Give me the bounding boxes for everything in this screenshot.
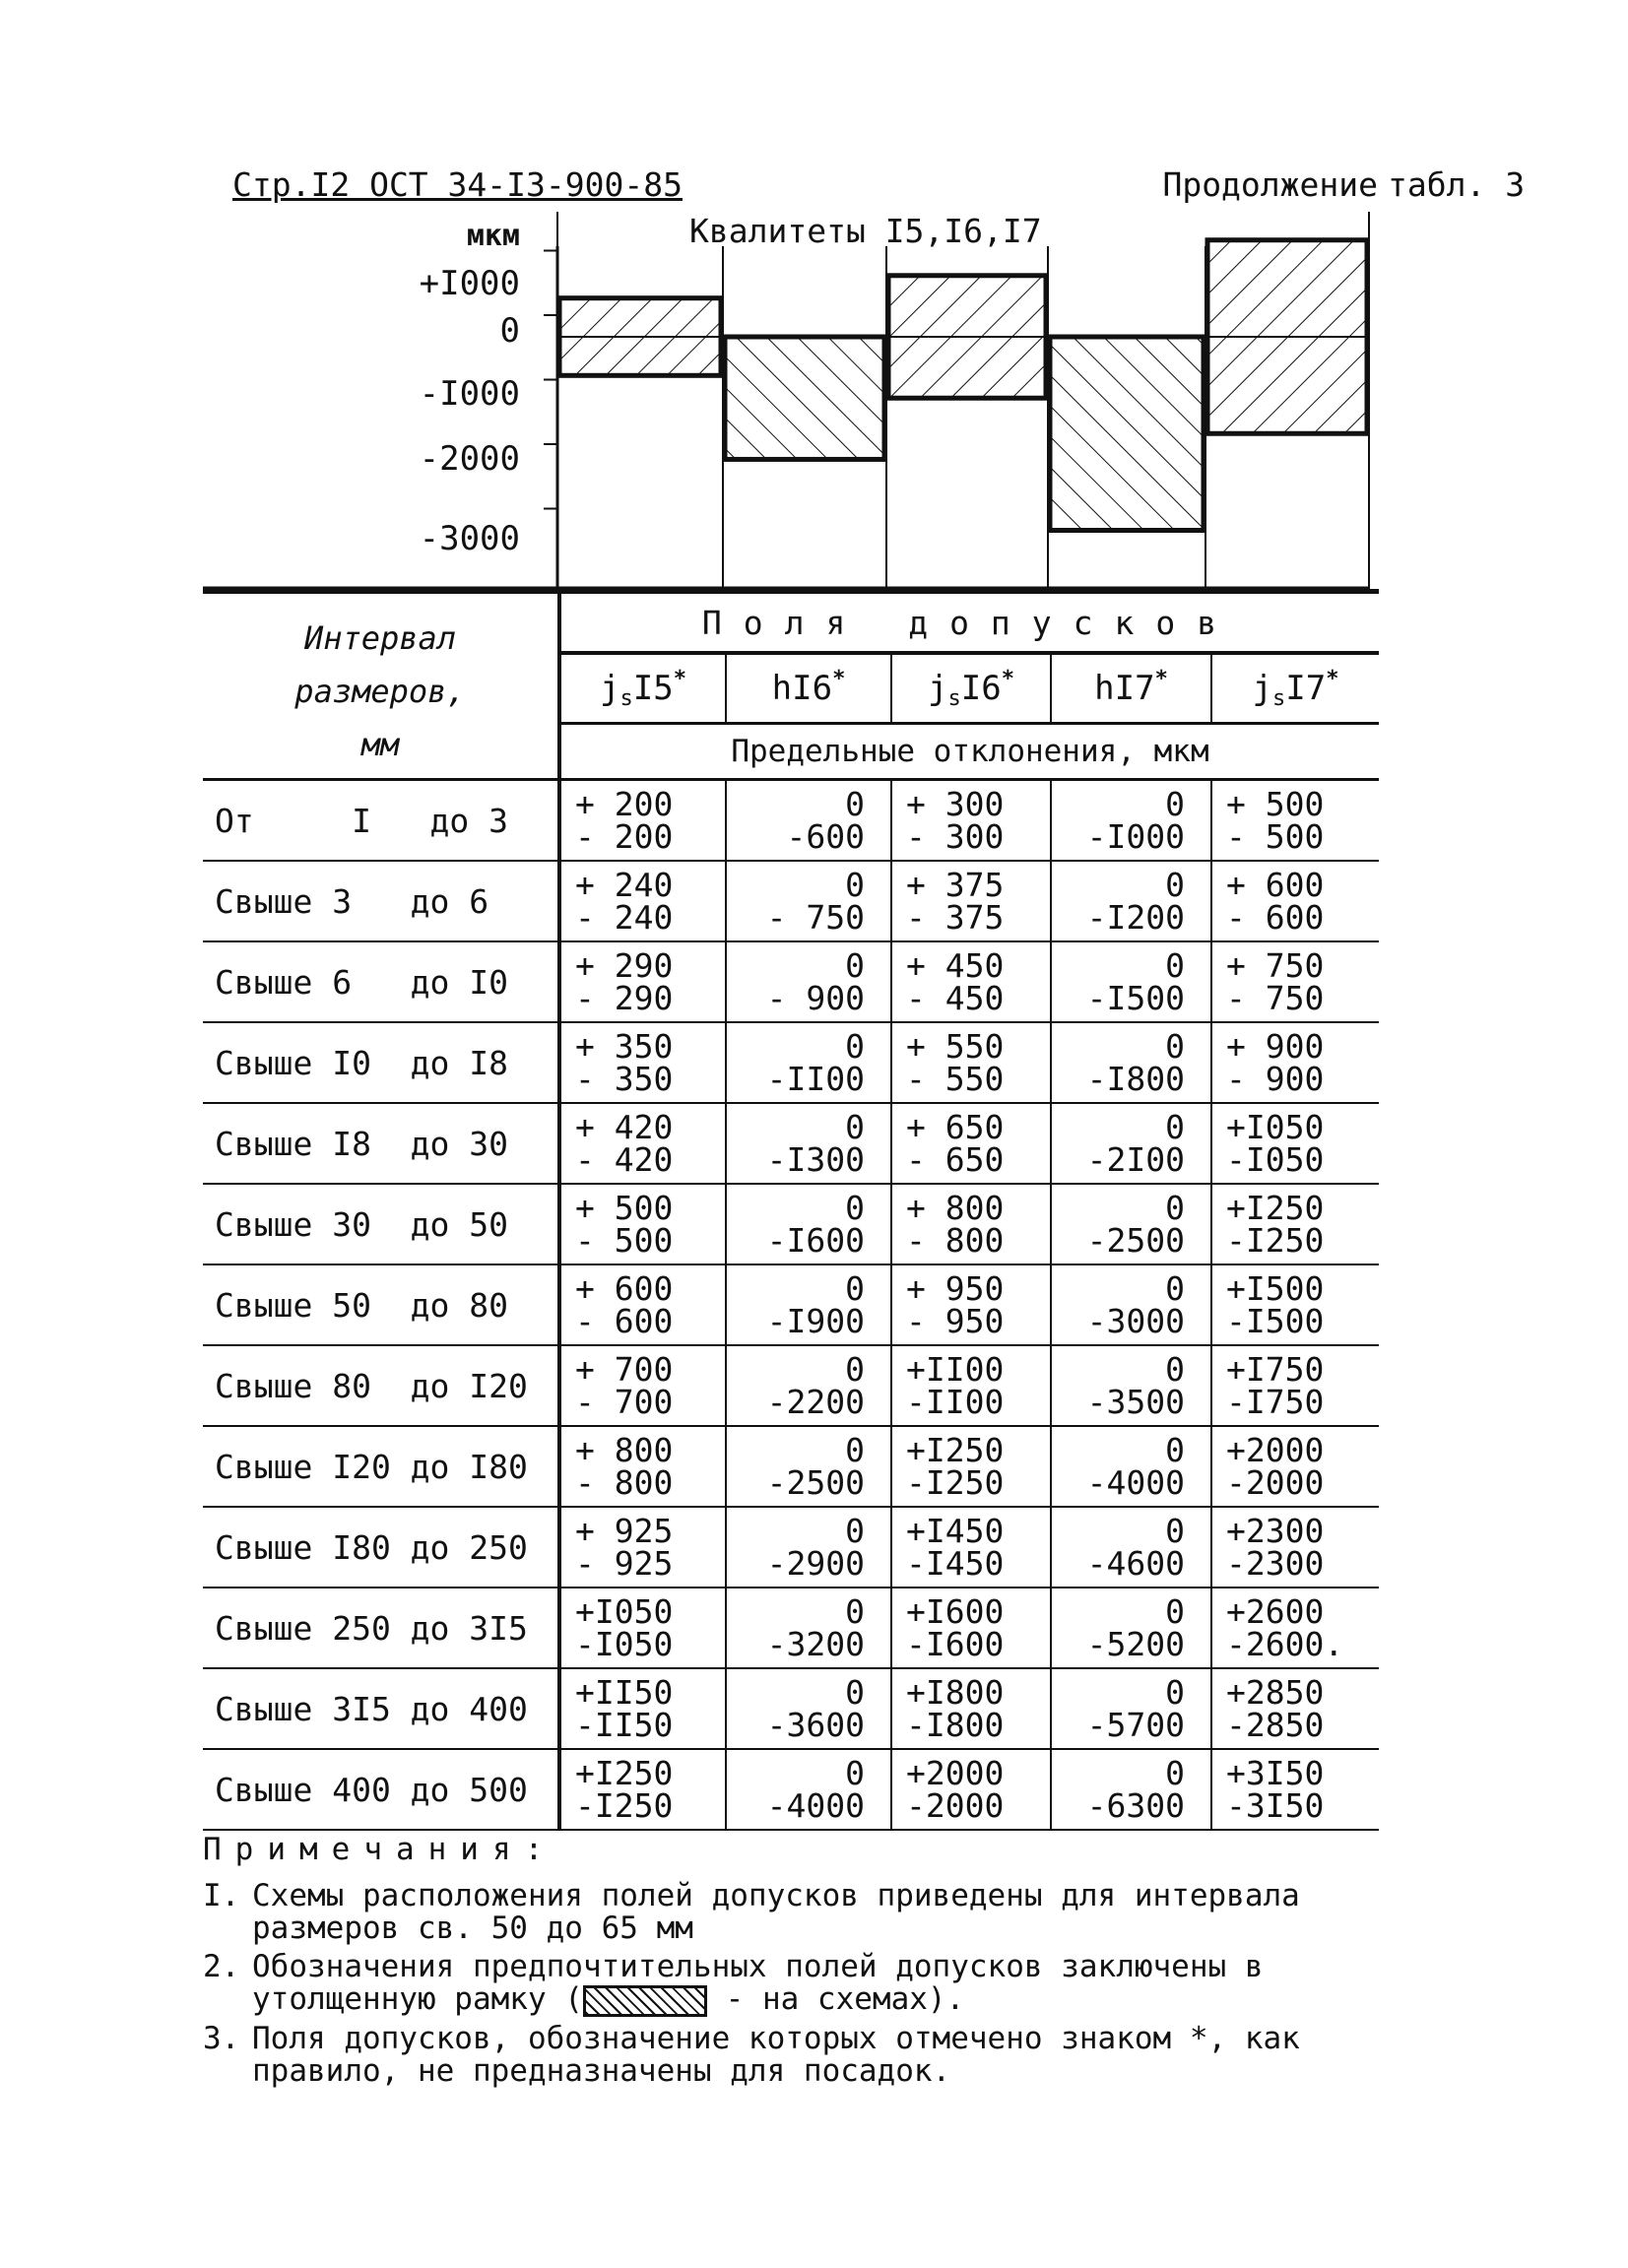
lower-deviation: -I200 xyxy=(1086,898,1185,937)
schema-unit-label: мкм xyxy=(466,219,520,253)
lower-deviation: -600 xyxy=(786,817,865,856)
lower-deviation: -2I00 xyxy=(1086,1140,1185,1179)
deviation-cell xyxy=(1051,1588,1211,1668)
deviation-cell xyxy=(1051,1022,1211,1103)
upper-deviation: + 900 xyxy=(1226,1027,1325,1066)
interval-cell: Свыше 30 до 50 xyxy=(203,1184,559,1264)
deviation-cell xyxy=(726,1507,891,1588)
upper-deviation: 0 xyxy=(1165,1269,1185,1308)
interval-header-line: мм xyxy=(360,726,400,763)
interval-cell: Свыше 80 до I20 xyxy=(203,1345,559,1426)
deviation-cell xyxy=(1051,1103,1211,1184)
upper-deviation: 0 xyxy=(1165,1512,1185,1550)
lower-deviation: - 240 xyxy=(575,898,674,937)
upper-deviation: +2000 xyxy=(1226,1431,1325,1469)
lower-deviation: -I050 xyxy=(575,1625,674,1663)
upper-deviation: + 420 xyxy=(575,1108,674,1146)
upper-deviation: 0 xyxy=(1165,1592,1185,1631)
note-item xyxy=(203,1951,1414,2017)
lower-deviation: -I050 xyxy=(1226,1140,1325,1179)
deviation-cell xyxy=(1211,1749,1379,1830)
interval-header-line: Интервал xyxy=(303,619,457,657)
upper-deviation: + 450 xyxy=(906,946,1005,985)
upper-deviation: 0 xyxy=(845,1108,865,1146)
upper-deviation: 0 xyxy=(845,1592,865,1631)
upper-deviation: 0 xyxy=(1165,1108,1185,1146)
lower-deviation: - 375 xyxy=(906,898,1005,937)
upper-deviation: +2850 xyxy=(1226,1673,1325,1712)
interval-header xyxy=(203,592,559,780)
upper-deviation: + 800 xyxy=(575,1431,674,1469)
upper-deviation: +2300 xyxy=(1226,1512,1325,1550)
deviation-cell xyxy=(1051,780,1211,862)
upper-deviation: + 700 xyxy=(575,1350,674,1389)
continuation-label: Продолжение xyxy=(1162,165,1378,204)
notes-title: Примечания: xyxy=(203,1832,557,1867)
interval-cell: Свыше 250 до 3I5 xyxy=(203,1588,559,1668)
deviation-cell xyxy=(891,1668,1051,1749)
interval-cell: Свыше 3I5 до 400 xyxy=(203,1668,559,1749)
deviation-cell xyxy=(726,1022,891,1103)
deviation-cell xyxy=(1211,1588,1379,1668)
deviation-cell xyxy=(891,1749,1051,1830)
upper-deviation: + 290 xyxy=(575,946,674,985)
lower-deviation: -I500 xyxy=(1086,979,1185,1017)
upper-deviation: 0 xyxy=(1165,785,1185,823)
upper-deviation: 0 xyxy=(845,946,865,985)
deviation-cell xyxy=(1051,1264,1211,1345)
table-reference: табл. 3 xyxy=(1388,165,1526,204)
upper-deviation: + 375 xyxy=(906,866,1005,904)
schema-y-label: -2000 xyxy=(419,439,520,479)
lower-deviation: -2600. xyxy=(1226,1625,1344,1663)
upper-deviation: +I050 xyxy=(1226,1108,1325,1146)
lower-deviation: -I600 xyxy=(766,1221,865,1260)
interval-cell: Свыше 400 до 500 xyxy=(203,1749,559,1830)
deviation-cell xyxy=(891,1264,1051,1345)
table-row xyxy=(203,1022,1379,1103)
deviation-cell xyxy=(726,941,891,1022)
upper-deviation: 0 xyxy=(845,1027,865,1066)
deviation-cell xyxy=(559,1426,726,1507)
note-text-before: Обозначения предпочтительных полей допусков заключены в утолщенную рамку ( xyxy=(252,1949,1264,2017)
note-item xyxy=(203,2020,1414,2089)
deviation-cell xyxy=(1051,1184,1211,1264)
lower-deviation: -I300 xyxy=(766,1140,865,1179)
deviation-cell xyxy=(559,1668,726,1749)
note-item xyxy=(203,1880,1414,1945)
field-base: j xyxy=(928,668,948,708)
lower-deviation: - 500 xyxy=(1226,817,1325,856)
upper-deviation: +2600 xyxy=(1226,1592,1325,1631)
note-text: Схемы расположения полей допусков приведены для интервала размеров св. 50 до 65 мм xyxy=(252,1878,1300,1946)
deviation-cell xyxy=(1051,1668,1211,1749)
deviation-cell xyxy=(726,1103,891,1184)
page-header-left: Стр.I2 ОСТ 34-I3-900-85 xyxy=(232,165,683,204)
interval-cell: Свыше I20 до I80 xyxy=(203,1426,559,1507)
lower-deviation: - 700 xyxy=(575,1383,674,1421)
upper-deviation: 0 xyxy=(1165,1027,1185,1066)
note-text-after: - на схемах). xyxy=(706,1981,965,2017)
field-sub: s xyxy=(1272,685,1286,711)
deviation-cell xyxy=(1211,1668,1379,1749)
lower-deviation: -3500 xyxy=(1086,1383,1185,1421)
lower-deviation: -I250 xyxy=(1226,1221,1325,1260)
lower-deviation: - 500 xyxy=(575,1221,674,1260)
lower-deviation: -2300 xyxy=(1226,1544,1325,1583)
table-row xyxy=(203,1668,1379,1749)
note-number: 2. xyxy=(203,1949,240,1984)
upper-deviation: 0 xyxy=(1165,1431,1185,1469)
deviation-cell xyxy=(1211,1507,1379,1588)
upper-deviation: +2000 xyxy=(906,1754,1005,1792)
upper-deviation: + 200 xyxy=(575,785,674,823)
lower-deviation: - 350 xyxy=(575,1060,674,1098)
upper-deviation: + 950 xyxy=(906,1269,1005,1308)
deviation-cell xyxy=(1051,1426,1211,1507)
lower-deviation: - 290 xyxy=(575,979,674,1017)
lower-deviation: -3200 xyxy=(766,1625,865,1663)
lower-deviation: - 600 xyxy=(575,1302,674,1340)
schema-bands xyxy=(557,240,1369,589)
field-code: I6 xyxy=(960,668,1002,708)
field-code: I7 xyxy=(1285,668,1327,708)
tolerance-field-header xyxy=(891,653,1051,724)
deviation-cell xyxy=(559,1749,726,1830)
interval-cell: От I до 3 xyxy=(203,780,559,862)
upper-deviation: + 300 xyxy=(906,785,1005,823)
lower-deviation: -5700 xyxy=(1086,1706,1185,1744)
deviation-cell xyxy=(559,1507,726,1588)
deviation-cell xyxy=(726,1749,891,1830)
deviation-cell xyxy=(1211,1184,1379,1264)
note-number: 3. xyxy=(203,2020,240,2056)
lower-deviation: -2200 xyxy=(766,1383,865,1421)
upper-deviation: +I050 xyxy=(575,1592,674,1631)
upper-deviation: 0 xyxy=(845,1431,865,1469)
upper-deviation: 0 xyxy=(845,1269,865,1308)
preferred-frame-icon xyxy=(583,1985,707,2017)
upper-deviation: + 350 xyxy=(575,1027,674,1066)
field-sub: s xyxy=(619,685,633,711)
lower-deviation: -5200 xyxy=(1086,1625,1185,1663)
lower-deviation: - 800 xyxy=(906,1221,1005,1260)
lower-deviation: -I250 xyxy=(575,1786,674,1825)
lower-deviation: -4000 xyxy=(766,1786,865,1825)
lower-deviation: -I600 xyxy=(906,1625,1005,1663)
upper-deviation: + 750 xyxy=(1226,946,1325,985)
interval-cell: Свыше I80 до 250 xyxy=(203,1507,559,1588)
tolerance-fields-header: Поля допусков xyxy=(559,592,1379,654)
tolerance-table xyxy=(203,589,1379,1831)
lower-deviation: -I800 xyxy=(1086,1060,1185,1098)
deviation-cell xyxy=(1211,861,1379,941)
lower-deviation: - 600 xyxy=(1226,898,1325,937)
table-row xyxy=(203,1184,1379,1264)
tolerance-field-header xyxy=(1211,653,1379,724)
upper-deviation: + 600 xyxy=(575,1269,674,1308)
lower-deviation: -I750 xyxy=(1226,1383,1325,1421)
table-row xyxy=(203,941,1379,1022)
deviation-cell xyxy=(726,1426,891,1507)
deviation-cell xyxy=(1211,1264,1379,1345)
lower-deviation: - 800 xyxy=(575,1463,674,1502)
upper-deviation: 0 xyxy=(845,1754,865,1792)
lower-deviation: -2500 xyxy=(766,1463,865,1502)
lower-deviation: -I450 xyxy=(906,1544,1005,1583)
tolerance-field-header xyxy=(559,653,726,724)
interval-cell: Свыше 3 до 6 xyxy=(203,861,559,941)
upper-deviation: 0 xyxy=(845,866,865,904)
tolerance-band xyxy=(725,337,884,459)
upper-deviation: +II00 xyxy=(906,1350,1005,1389)
lower-deviation: - 420 xyxy=(575,1140,674,1179)
upper-deviation: +I800 xyxy=(906,1673,1005,1712)
deviation-cell xyxy=(891,1345,1051,1426)
table-row xyxy=(203,1103,1379,1184)
table-row xyxy=(203,1345,1379,1426)
upper-deviation: + 240 xyxy=(575,866,674,904)
notes xyxy=(203,1834,1414,2094)
upper-deviation: + 500 xyxy=(575,1189,674,1227)
upper-deviation: 0 xyxy=(1165,1189,1185,1227)
interval-cell: Свыше 50 до 80 xyxy=(203,1264,559,1345)
interval-cell: Свыше 6 до I0 xyxy=(203,941,559,1022)
note-number: I. xyxy=(203,1878,240,1913)
deviation-cell xyxy=(559,1103,726,1184)
deviation-cell xyxy=(1051,941,1211,1022)
table-row xyxy=(203,861,1379,941)
table-row xyxy=(203,1749,1379,1830)
upper-deviation: +I250 xyxy=(575,1754,674,1792)
deviation-cell xyxy=(1211,780,1379,862)
deviation-cell xyxy=(559,1184,726,1264)
upper-deviation: +II50 xyxy=(575,1673,674,1712)
upper-deviation: + 800 xyxy=(906,1189,1005,1227)
deviation-cell xyxy=(1211,1103,1379,1184)
lower-deviation: - 925 xyxy=(575,1544,674,1583)
schema-title: Квалитеты I5,I6,I7 xyxy=(689,212,1042,250)
deviation-cell xyxy=(726,1264,891,1345)
deviation-cell xyxy=(891,1588,1051,1668)
field-code: I7 xyxy=(1114,668,1155,708)
lower-deviation: - 750 xyxy=(1226,979,1325,1017)
field-mark: * xyxy=(673,666,686,691)
lower-deviation: -4000 xyxy=(1086,1463,1185,1502)
lower-deviation: -I500 xyxy=(1226,1302,1325,1340)
lower-deviation: -II50 xyxy=(575,1706,674,1744)
interval-cell: Свыше I8 до 30 xyxy=(203,1103,559,1184)
upper-deviation: + 500 xyxy=(1226,785,1325,823)
table-row xyxy=(203,1426,1379,1507)
deviation-cell xyxy=(891,1184,1051,1264)
lower-deviation: -2000 xyxy=(1226,1463,1325,1502)
deviation-cell xyxy=(1051,1749,1211,1830)
field-base: j xyxy=(600,668,620,708)
deviation-cell xyxy=(726,780,891,862)
deviation-cell xyxy=(726,1668,891,1749)
deviation-cell xyxy=(891,1022,1051,1103)
lower-deviation: - 900 xyxy=(1226,1060,1325,1098)
schema-y-label: -I000 xyxy=(419,374,520,414)
tolerance-band xyxy=(1050,337,1204,531)
note-text xyxy=(252,1951,1414,2017)
field-mark: * xyxy=(1326,666,1339,691)
interval-header-line: размеров, xyxy=(294,673,466,710)
upper-deviation: 0 xyxy=(845,1673,865,1712)
upper-deviation: +I500 xyxy=(1226,1269,1325,1308)
table-row xyxy=(203,1507,1379,1588)
table-row xyxy=(203,1264,1379,1345)
upper-deviation: + 650 xyxy=(906,1108,1005,1146)
deviation-cell xyxy=(891,1507,1051,1588)
field-base: h xyxy=(771,668,793,708)
lower-deviation: -2850 xyxy=(1226,1706,1325,1744)
upper-deviation: +I250 xyxy=(906,1431,1005,1469)
upper-deviation: 0 xyxy=(1165,1754,1185,1792)
lower-deviation: -6300 xyxy=(1086,1786,1185,1825)
lower-deviation: -4600 xyxy=(1086,1544,1185,1583)
field-mark: * xyxy=(1154,666,1168,691)
upper-deviation: 0 xyxy=(845,1189,865,1227)
lower-deviation: -I800 xyxy=(906,1706,1005,1744)
deviation-cell xyxy=(1211,941,1379,1022)
lower-deviation: -II00 xyxy=(766,1060,865,1098)
lower-deviation: -3000 xyxy=(1086,1302,1185,1340)
upper-deviation: 0 xyxy=(845,1350,865,1389)
deviation-cell xyxy=(559,1022,726,1103)
lower-deviation: - 550 xyxy=(906,1060,1005,1098)
lower-deviation: -I900 xyxy=(766,1302,865,1340)
deviation-cell xyxy=(726,1184,891,1264)
upper-deviation: 0 xyxy=(845,1512,865,1550)
field-code: I6 xyxy=(792,668,833,708)
lower-deviation: - 900 xyxy=(766,979,865,1017)
upper-deviation: + 925 xyxy=(575,1512,674,1550)
schema-y-label: -3000 xyxy=(419,519,520,558)
lower-deviation: - 650 xyxy=(906,1140,1005,1179)
interval-cell: Свыше I0 до I8 xyxy=(203,1022,559,1103)
lower-deviation: - 300 xyxy=(906,817,1005,856)
lower-deviation: - 200 xyxy=(575,817,674,856)
lower-deviation: -2900 xyxy=(766,1544,865,1583)
tolerance-field-schema xyxy=(0,0,1628,591)
lower-deviation: -2500 xyxy=(1086,1221,1185,1260)
deviation-cell xyxy=(891,861,1051,941)
lower-deviation: -I000 xyxy=(1086,817,1185,856)
deviation-cell xyxy=(1051,861,1211,941)
deviation-cell xyxy=(1051,1507,1211,1588)
field-sub: s xyxy=(947,685,961,711)
upper-deviation: +I600 xyxy=(906,1592,1005,1631)
deviation-cell xyxy=(559,780,726,862)
upper-deviation: 0 xyxy=(1165,1350,1185,1389)
lower-deviation: -2000 xyxy=(906,1786,1005,1825)
note-text: Поля допусков, обозначение которых отмечено знаком *, как правило, не предназначены для посадок. xyxy=(252,2020,1300,2089)
lower-deviation: - 450 xyxy=(906,979,1005,1017)
lower-deviation: - 950 xyxy=(906,1302,1005,1340)
lower-deviation: -3600 xyxy=(766,1706,865,1744)
upper-deviation: 0 xyxy=(1165,946,1185,985)
deviation-cell xyxy=(891,780,1051,862)
deviation-cell xyxy=(726,1588,891,1668)
table-row xyxy=(203,1588,1379,1668)
upper-deviation: +I250 xyxy=(1226,1189,1325,1227)
schema-y-label: +I000 xyxy=(419,264,520,303)
deviation-cell xyxy=(559,941,726,1022)
field-base: h xyxy=(1094,668,1115,708)
deviation-cell xyxy=(891,1426,1051,1507)
upper-deviation: + 600 xyxy=(1226,866,1325,904)
field-code: I5 xyxy=(632,668,674,708)
tolerance-field-header xyxy=(1051,653,1211,724)
deviation-cell xyxy=(559,1588,726,1668)
deviation-cell xyxy=(1051,1345,1211,1426)
deviation-cell xyxy=(726,861,891,941)
schema-y-label: 0 xyxy=(499,311,520,351)
field-base: j xyxy=(1252,668,1273,708)
field-mark: * xyxy=(832,666,846,691)
deviation-cell xyxy=(891,941,1051,1022)
lower-deviation: -I250 xyxy=(906,1463,1005,1502)
deviation-cell xyxy=(559,1264,726,1345)
table-row xyxy=(203,780,1379,862)
deviation-cell xyxy=(559,861,726,941)
deviation-cell xyxy=(1211,1345,1379,1426)
deviation-cell xyxy=(891,1103,1051,1184)
upper-deviation: +3I50 xyxy=(1226,1754,1325,1792)
upper-deviation: +I750 xyxy=(1226,1350,1325,1389)
deviation-cell xyxy=(1211,1022,1379,1103)
limit-deviations-header: Предельные отклонения, мкм xyxy=(559,724,1379,780)
tolerance-field-header xyxy=(726,653,891,724)
deviation-cell xyxy=(1211,1426,1379,1507)
upper-deviation: 0 xyxy=(1165,866,1185,904)
lower-deviation: -II00 xyxy=(906,1383,1005,1421)
lower-deviation: - 750 xyxy=(766,898,865,937)
upper-deviation: +I450 xyxy=(906,1512,1005,1550)
upper-deviation: 0 xyxy=(845,785,865,823)
field-mark: * xyxy=(1001,666,1014,691)
lower-deviation: -3I50 xyxy=(1226,1786,1325,1825)
deviation-cell xyxy=(559,1345,726,1426)
upper-deviation: 0 xyxy=(1165,1673,1185,1712)
deviation-cell xyxy=(726,1345,891,1426)
upper-deviation: + 550 xyxy=(906,1027,1005,1066)
